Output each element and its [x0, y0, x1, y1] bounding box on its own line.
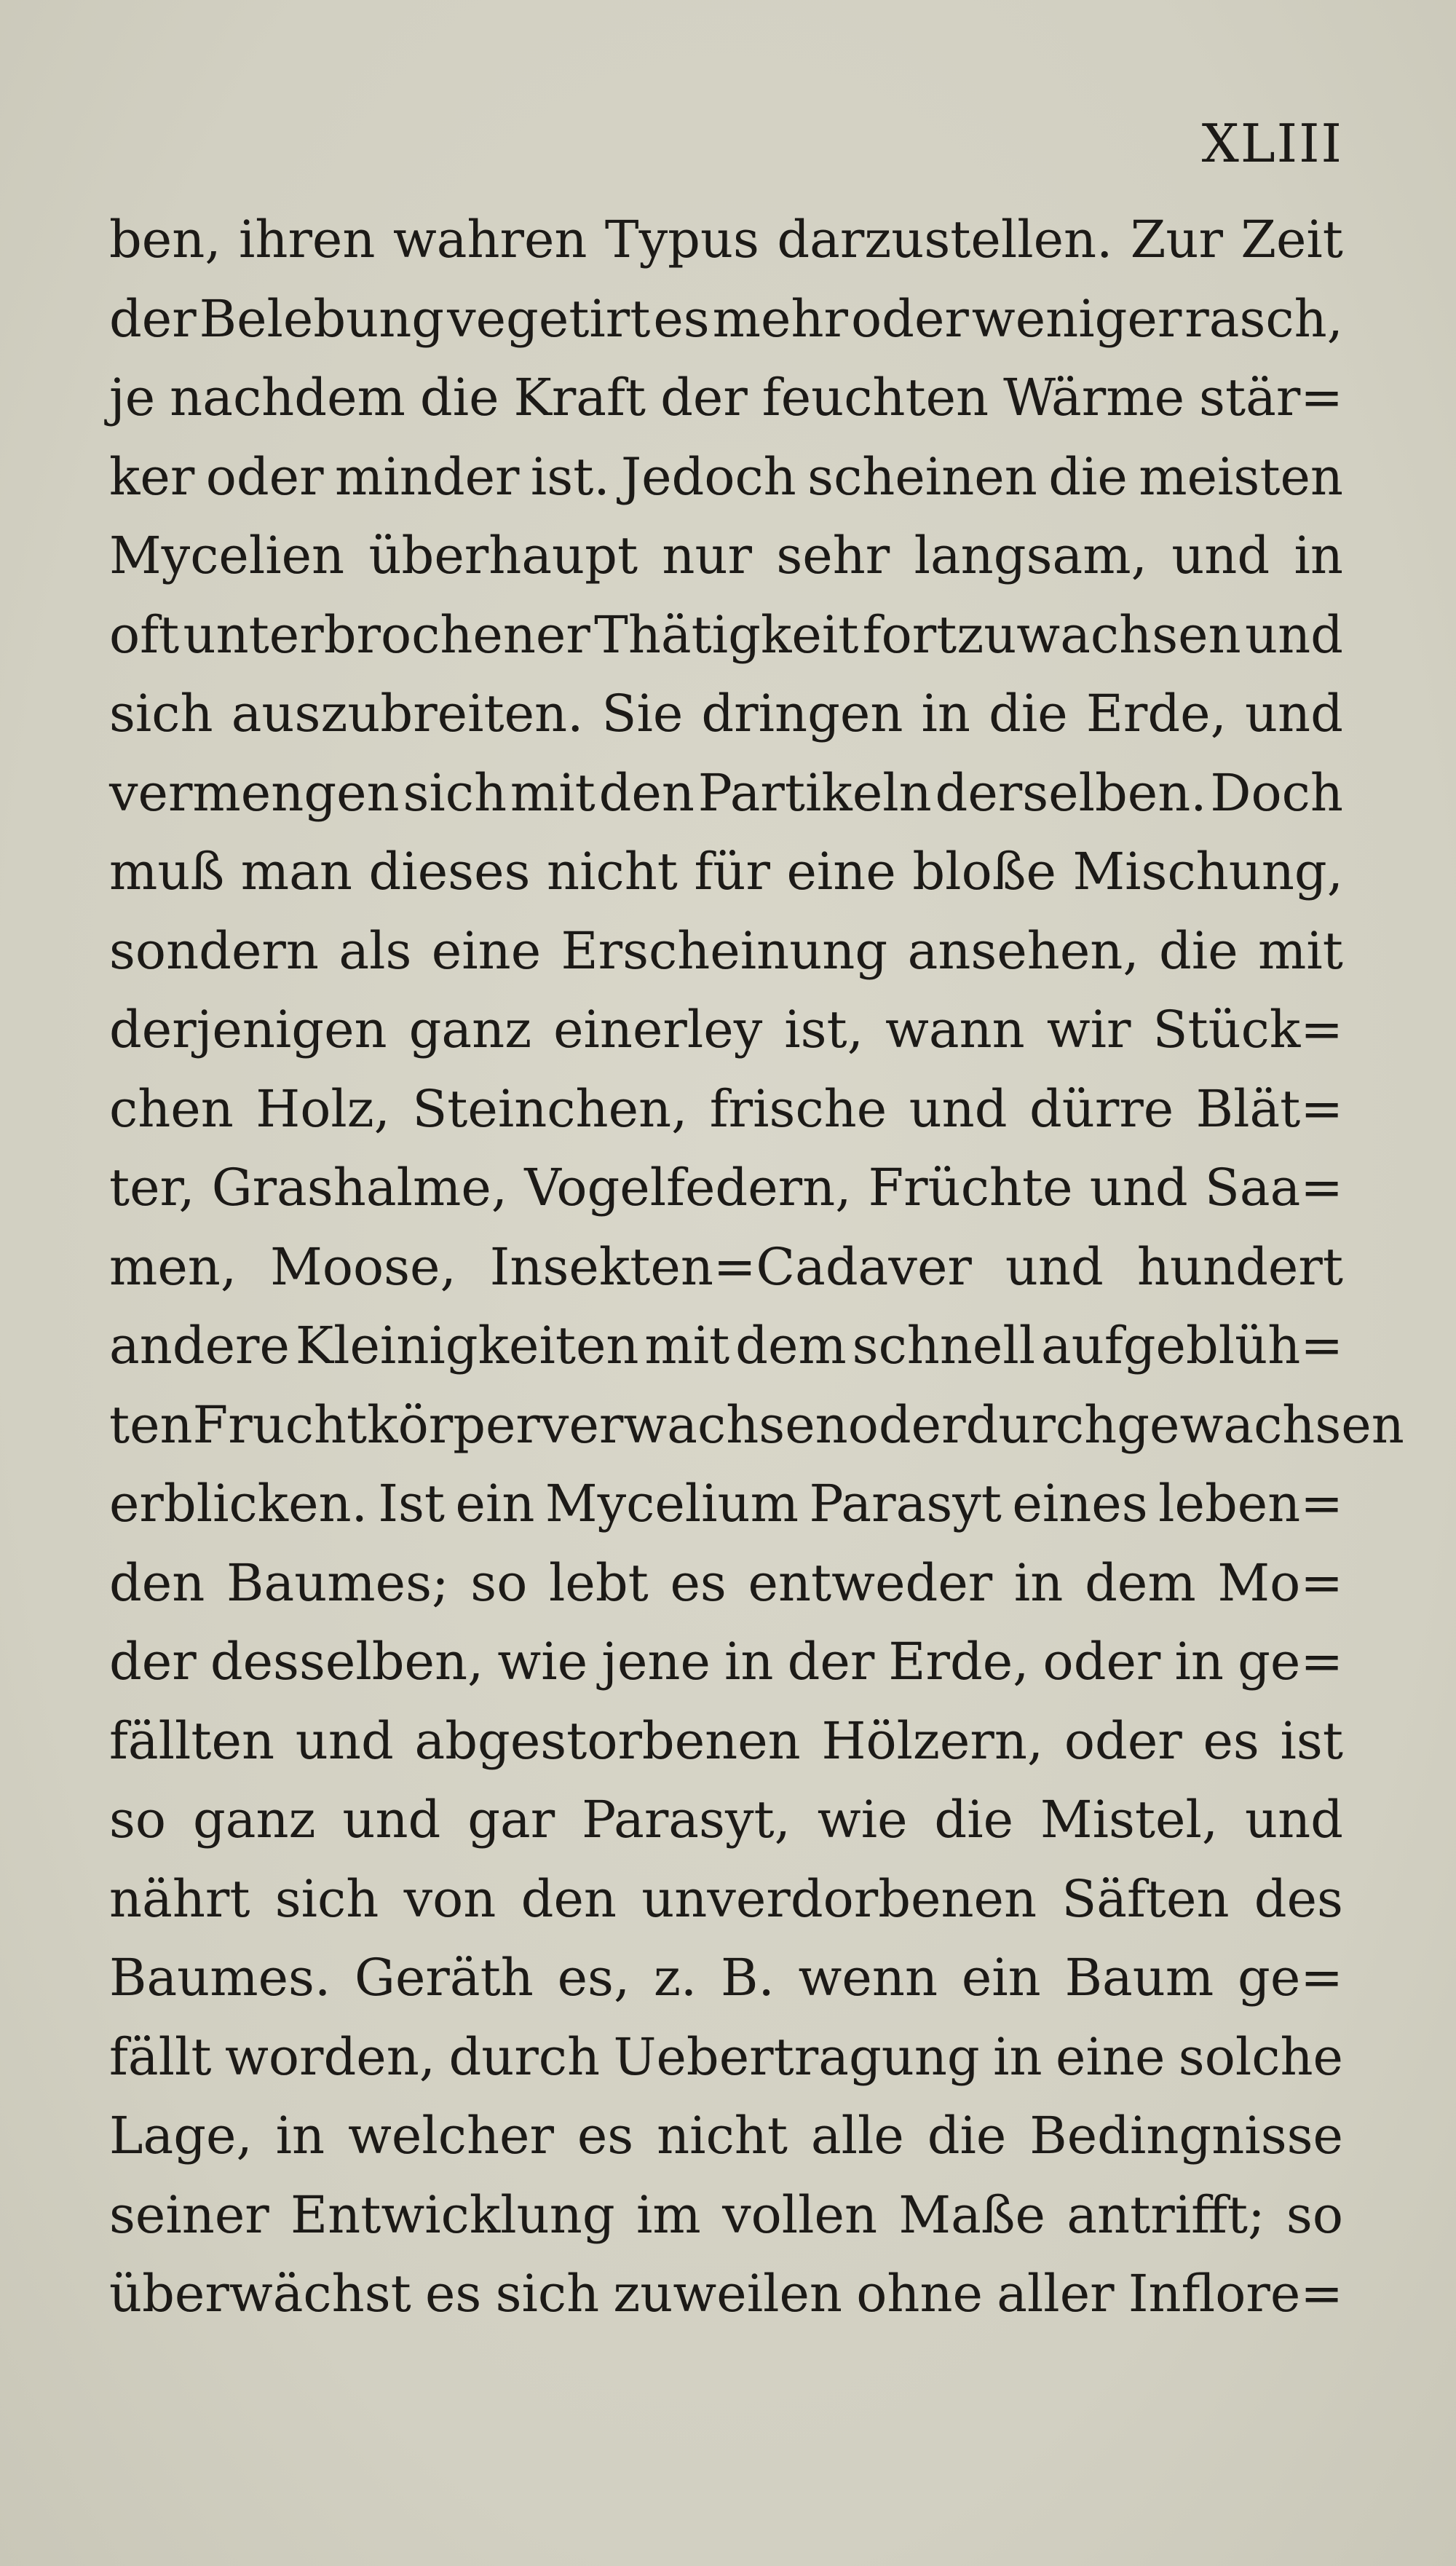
word: Fruchtkörper	[192, 1394, 540, 1455]
word: minder	[334, 446, 520, 507]
word: die	[1048, 446, 1128, 507]
word: in	[921, 684, 970, 743]
word: ist	[1280, 1710, 1343, 1771]
word: und	[1171, 526, 1270, 585]
word: es	[425, 2264, 482, 2324]
word: Hölzern,	[821, 1710, 1044, 1771]
text-line	[109, 1464, 1343, 1544]
word: rasch,	[1184, 288, 1343, 349]
word: Zeit	[1241, 210, 1343, 269]
word: ganz	[408, 1000, 532, 1059]
word: desselben,	[210, 1632, 484, 1691]
word: die	[419, 368, 499, 427]
text-line	[109, 1702, 1343, 1781]
text-line	[109, 912, 1343, 991]
word: es	[670, 1552, 727, 1613]
word: mit	[1258, 920, 1343, 981]
word: in	[724, 1632, 774, 1691]
word: die	[989, 684, 1068, 743]
word: Baumes.	[109, 1948, 331, 2008]
text-line	[109, 200, 1343, 280]
word: mit	[644, 1316, 730, 1375]
word: bloße	[912, 842, 1056, 901]
word: durch	[448, 2026, 601, 2087]
body-text	[109, 200, 1404, 2334]
text-line	[109, 1070, 1343, 1149]
word: Mycelium	[545, 1474, 799, 1533]
word: Jedoch	[621, 446, 796, 507]
word: worden,	[224, 2026, 436, 2087]
word: in	[1013, 1552, 1064, 1613]
word: Belebung	[199, 288, 445, 349]
word: mehr	[712, 288, 849, 349]
word: wann	[885, 1000, 1025, 1059]
word: sehr	[776, 526, 890, 585]
word: dem	[735, 1316, 847, 1375]
word: Ist	[378, 1474, 446, 1533]
word: lebt	[549, 1552, 649, 1613]
word: eine	[786, 842, 896, 901]
word: ein	[961, 1948, 1041, 2008]
word: des	[1254, 1868, 1343, 1929]
word: Wärme	[1003, 368, 1185, 427]
word: Früchte	[868, 1158, 1073, 1217]
word: fortzuwachsen	[862, 604, 1241, 665]
word: Erde,	[888, 1632, 1029, 1691]
word: muß	[109, 842, 225, 901]
word: Kleinigkeiten	[295, 1316, 639, 1375]
word: feuchten	[761, 368, 989, 427]
word: vollen	[722, 2184, 878, 2245]
word: Erde,	[1085, 684, 1227, 743]
text-line	[109, 2176, 1343, 2255]
text-line	[109, 1148, 1343, 1228]
text-line	[109, 1544, 1343, 1623]
word: zuweilen	[613, 2264, 842, 2324]
word: und	[1089, 1158, 1188, 1217]
word: Typus	[604, 210, 759, 269]
word: der	[109, 288, 197, 349]
word: es	[653, 288, 710, 349]
word: eine	[431, 920, 542, 981]
word: so	[1286, 2184, 1343, 2245]
word: Inflore=	[1128, 2264, 1343, 2324]
word: oft	[109, 604, 180, 665]
word: einerley	[553, 1000, 763, 1059]
word: scheinen	[807, 446, 1037, 507]
word: so	[109, 1790, 167, 1850]
text-line	[109, 1306, 1343, 1386]
word: oder	[847, 1394, 966, 1455]
word: B.	[721, 1948, 775, 2008]
word: und	[295, 1710, 394, 1771]
word: Lage,	[109, 2106, 253, 2166]
word: dringen	[701, 684, 903, 743]
text-line	[109, 754, 1343, 833]
text-line	[109, 1938, 1343, 2018]
word: aller	[997, 2264, 1115, 2324]
word: oder	[850, 288, 969, 349]
word: Uebertragung	[613, 2026, 980, 2087]
word: derjenigen	[109, 1000, 387, 1059]
word: Thätigkeit	[594, 604, 859, 665]
word: und	[1245, 1790, 1343, 1850]
word: Säften	[1061, 1868, 1230, 1929]
word: unterbrochener	[183, 604, 590, 665]
word: Mistel,	[1040, 1790, 1219, 1850]
word: eine	[1056, 2026, 1166, 2087]
word: seiner	[109, 2184, 269, 2245]
word: unverdorbenen	[641, 1868, 1037, 1929]
word: entweder	[748, 1552, 993, 1613]
word: sondern	[109, 920, 319, 981]
text-line	[109, 1780, 1343, 1860]
word: Mo=	[1217, 1552, 1343, 1613]
word: Mischung,	[1072, 842, 1343, 901]
word: und	[1005, 1236, 1104, 1297]
word: Baumes;	[226, 1552, 449, 1613]
word: oder	[1042, 1632, 1161, 1691]
page-number: XLIII	[1201, 113, 1343, 174]
word: nährt	[109, 1868, 250, 1929]
word: wie	[497, 1632, 588, 1691]
word: wahren	[392, 210, 587, 269]
word: frische	[709, 1078, 887, 1139]
word: Grashalme,	[211, 1158, 508, 1217]
word: der	[660, 368, 748, 427]
word: Maße	[898, 2184, 1045, 2245]
word: ohne	[856, 2264, 983, 2324]
word: sich	[274, 1868, 379, 1929]
word: in	[993, 2026, 1042, 2087]
word: dieses	[368, 842, 531, 901]
word: chen	[109, 1078, 234, 1139]
word: fällt	[109, 2026, 212, 2087]
text-line	[109, 280, 1343, 359]
word: aufgeblüh=	[1041, 1316, 1343, 1375]
text-line	[109, 2018, 1343, 2097]
word: Doch	[1210, 762, 1343, 823]
word: dem	[1085, 1552, 1196, 1613]
word: Stück=	[1152, 1000, 1343, 1059]
word: ge=	[1238, 1948, 1343, 2008]
word: meisten	[1139, 446, 1343, 507]
word: Insekten=Cadaver	[489, 1236, 972, 1297]
text-line	[109, 2096, 1343, 2176]
text-line	[109, 1386, 1404, 1465]
word: ben,	[109, 210, 221, 269]
text-line	[109, 516, 1343, 596]
word: Parasyt	[809, 1474, 1002, 1533]
word: langsam,	[914, 526, 1147, 585]
word: und	[909, 1078, 1008, 1139]
word: für	[694, 842, 770, 901]
word: sich	[403, 762, 507, 823]
word: ihren	[238, 210, 376, 269]
word: ge=	[1238, 1632, 1343, 1691]
word: antrifft;	[1067, 2184, 1265, 2245]
word: z.	[654, 1948, 697, 2008]
word: jene	[601, 1632, 711, 1691]
word: Parasyt,	[582, 1790, 791, 1850]
word: andere	[109, 1316, 290, 1375]
word: den	[109, 1552, 205, 1613]
word: ten	[109, 1394, 193, 1455]
word: vermengen	[109, 762, 400, 823]
word: nachdem	[170, 368, 405, 427]
word: die	[934, 1790, 1014, 1850]
word: Moose,	[270, 1236, 456, 1297]
word: erblicken.	[109, 1474, 368, 1533]
word: ist.	[530, 446, 610, 507]
word: man	[240, 842, 352, 901]
word: solche	[1178, 2026, 1343, 2087]
word: je	[109, 368, 156, 427]
word: nicht	[657, 2106, 788, 2166]
word: welcher	[348, 2106, 554, 2166]
word: in	[275, 2106, 325, 2166]
word: der	[787, 1632, 875, 1691]
word: vegetirt	[447, 288, 651, 349]
text-line	[109, 1228, 1343, 1307]
word: es,	[557, 1948, 630, 2008]
word: wir	[1046, 1000, 1131, 1059]
word: in	[1174, 1632, 1224, 1691]
word: Kraft	[513, 368, 646, 427]
word: oder	[205, 446, 324, 507]
word: Partikeln	[697, 762, 932, 823]
word: ansehen,	[907, 920, 1139, 981]
word: ter,	[109, 1158, 195, 1217]
word: ist,	[784, 1000, 863, 1059]
word: gar	[467, 1790, 555, 1850]
word: wenn	[798, 1948, 938, 2008]
word: überhaupt	[368, 526, 638, 585]
word: Saa=	[1204, 1158, 1343, 1217]
word: dürre	[1029, 1078, 1174, 1139]
word: weniger	[971, 288, 1182, 349]
word: Holz,	[256, 1078, 390, 1139]
text-line	[109, 438, 1343, 517]
word: Bedingnisse	[1029, 2106, 1343, 2166]
word: alle	[810, 2106, 904, 2166]
word: oder	[1064, 1710, 1182, 1771]
word: stär=	[1199, 368, 1343, 427]
word: es	[577, 2106, 634, 2166]
word: mit	[510, 762, 596, 823]
word: ker	[109, 446, 195, 507]
word: durchgewachsen	[965, 1394, 1404, 1455]
word: Sie	[601, 684, 684, 743]
word: und	[1244, 604, 1343, 665]
word: ganz	[192, 1790, 316, 1850]
text-line	[109, 596, 1343, 675]
word: Mycelien	[109, 526, 345, 585]
word: Steinchen,	[412, 1078, 688, 1139]
word: sich	[109, 684, 213, 743]
text-line	[109, 1860, 1343, 1939]
word: schnell	[852, 1316, 1036, 1375]
word: der	[109, 1632, 197, 1691]
text-line	[109, 2254, 1343, 2334]
text-line	[109, 674, 1343, 754]
word: wie	[817, 1790, 908, 1850]
word: es	[1203, 1710, 1259, 1771]
word: im	[636, 2184, 701, 2245]
word: darzustellen.	[777, 210, 1113, 269]
word: leben=	[1158, 1474, 1343, 1533]
word: auszubreiten.	[231, 684, 584, 743]
text-line	[109, 832, 1343, 912]
word: die	[927, 2106, 1007, 2166]
word: hundert	[1136, 1236, 1343, 1297]
word: nicht	[547, 842, 678, 901]
word: ein	[455, 1474, 535, 1533]
word: den	[598, 762, 695, 823]
word: und	[1244, 684, 1343, 743]
word: sich	[495, 2264, 600, 2324]
word: abgestorbenen	[414, 1710, 801, 1771]
word: und	[342, 1790, 441, 1850]
word: den	[521, 1868, 617, 1929]
word: Vogelfedern,	[524, 1158, 852, 1217]
word: als	[339, 920, 412, 981]
word: in	[1294, 526, 1343, 585]
word: Geräth	[355, 1948, 534, 2008]
word: so	[470, 1552, 528, 1613]
word: Entwicklung	[290, 2184, 615, 2245]
word: nur	[662, 526, 753, 585]
text-line	[109, 990, 1343, 1070]
word: Zur	[1130, 210, 1223, 269]
word: Blät=	[1195, 1078, 1343, 1139]
word: von	[403, 1868, 496, 1929]
word: Baum	[1064, 1948, 1214, 2008]
word: men,	[109, 1236, 237, 1297]
word: die	[1159, 920, 1238, 981]
word: eines	[1012, 1474, 1148, 1533]
word: derselben.	[935, 762, 1207, 823]
word: verwachsen	[539, 1394, 848, 1455]
text-line	[109, 1622, 1343, 1702]
word: fällten	[109, 1710, 275, 1771]
text-line	[109, 358, 1343, 438]
word: überwächst	[109, 2264, 411, 2324]
word: Erscheinung	[561, 920, 888, 981]
